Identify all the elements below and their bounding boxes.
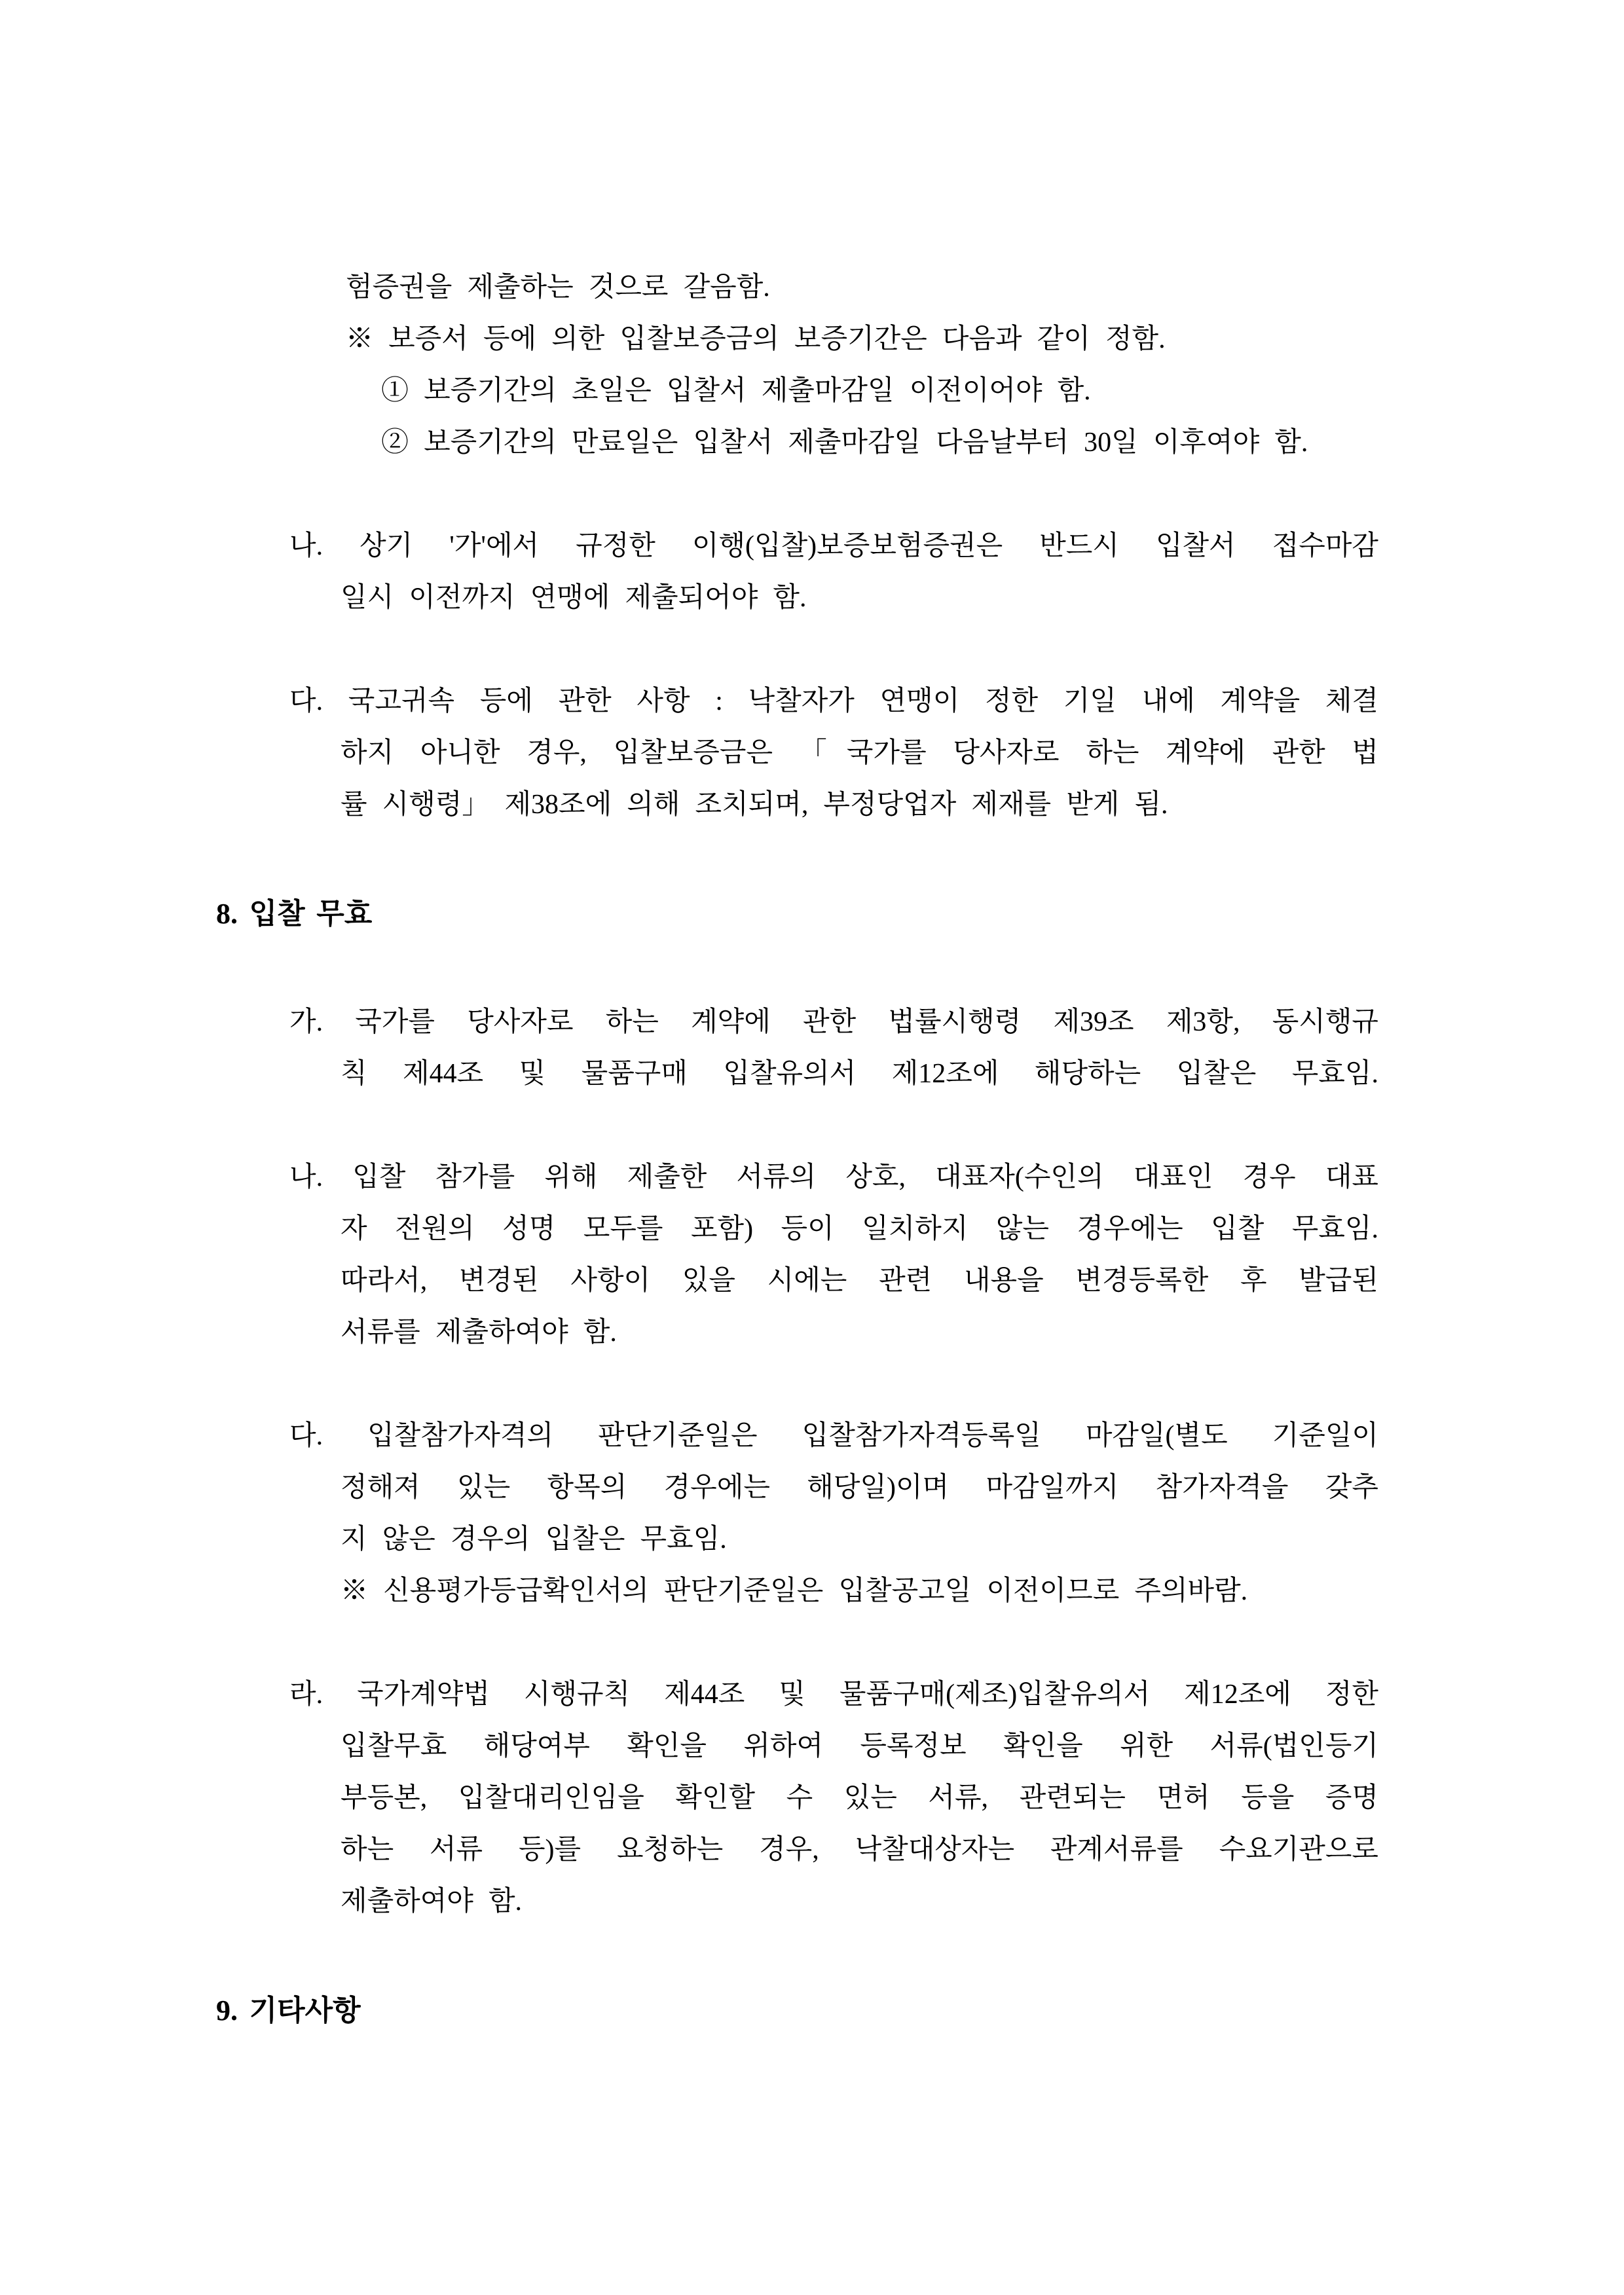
doc-line: 입찰무효 해당여부 확인을 위하여 등록정보 확인을 위한 서류(법인등기 — [341, 1731, 1378, 1761]
doc-line: 지 않은 경우의 입찰은 무효임. — [341, 1524, 727, 1554]
doc-line: 률 시행령」 제38조에 의해 조치되며, 부정당업자 제재를 받게 됨. — [341, 790, 1168, 820]
doc-line: 하지 아니한 경우, 입찰보증금은 「국가를 당사자로 하는 계약에 관한 법 — [341, 738, 1378, 768]
doc-line: 자 전원의 성명 모두를 포함) 등이 일치하지 않는 경우에는 입찰 무효임. — [341, 1214, 1378, 1244]
doc-line-continuation: 험증권을 제출하는 것으로 갈음함. — [346, 272, 770, 303]
doc-line-item-na2: 나. 입찰 참가를 위해 제출한 서류의 상호, 대표자(수인의 대표인 경우 대표 — [289, 1162, 1378, 1192]
doc-line-item-ra: 라. 국가계약법 시행규칙 제44조 및 물품구매(제조)입찰유의서 제12조에 정한 — [289, 1680, 1378, 1710]
doc-line: 하는 서류 등)를 요청하는 경우, 낙찰대상자는 관계서류를 수요기관으로 — [341, 1835, 1378, 1865]
doc-line-note: ※ 신용평가등급확인서의 판단기준일은 입찰공고일 이전이므로 주의바람. — [341, 1576, 1248, 1606]
doc-line: 정해져 있는 항목의 경우에는 해당일)이며 마감일까지 참가자격을 갖추 — [341, 1473, 1378, 1503]
doc-line-note: ※ 보증서 등에 의한 입찰보증금의 보증기간은 다음과 같이 정함. — [346, 324, 1166, 354]
doc-line-circled-item-1: ① 보증기간의 초일은 입찰서 제출마감일 이전이어야 함. — [381, 376, 1091, 406]
doc-line: 일시 이전까지 연맹에 제출되어야 함. — [341, 583, 807, 613]
doc-line: 칙 제44조 및 물품구매 입찰유의서 제12조에 해당하는 입찰은 무효임. — [341, 1059, 1378, 1089]
document-text-block — [216, 262, 1378, 2036]
doc-line-item-da: 다. 국고귀속 등에 관한 사항 : 낙찰자가 연맹이 정한 기일 내에 계약을 체결 — [289, 686, 1378, 716]
section-9-heading: 9. 기타사항 — [216, 1994, 361, 2027]
doc-line: 제출하여야 함. — [341, 1886, 523, 1917]
doc-line: 따라서, 변경된 사항이 있을 시에는 관련 내용을 변경등록한 후 발급된 — [341, 1266, 1378, 1296]
doc-line-item-da2: 다. 입찰참가자격의 판단기준일은 입찰참가자격등록일 마감일(별도 기준일이 — [289, 1421, 1378, 1451]
doc-line-circled-item-2: ② 보증기간의 만료일은 입찰서 제출마감일 다음날부터 30일 이후여야 함. — [381, 428, 1308, 458]
doc-line-item-na: 나. 상기 '가'에서 규정한 이행(입찰)보증보험증권은 반드시 입찰서 접수마감 — [289, 531, 1378, 561]
doc-line: 부등본, 입찰대리인임을 확인할 수 있는 서류, 관련되는 면허 등을 증명 — [341, 1783, 1378, 1813]
doc-line-item-ga: 가. 국가를 당사자로 하는 계약에 관한 법률시행령 제39조 제3항, 동시행규 — [289, 1007, 1378, 1037]
section-8-heading: 8. 입찰 무효 — [216, 898, 373, 930]
doc-line: 서류를 제출하여야 함. — [341, 1317, 617, 1348]
